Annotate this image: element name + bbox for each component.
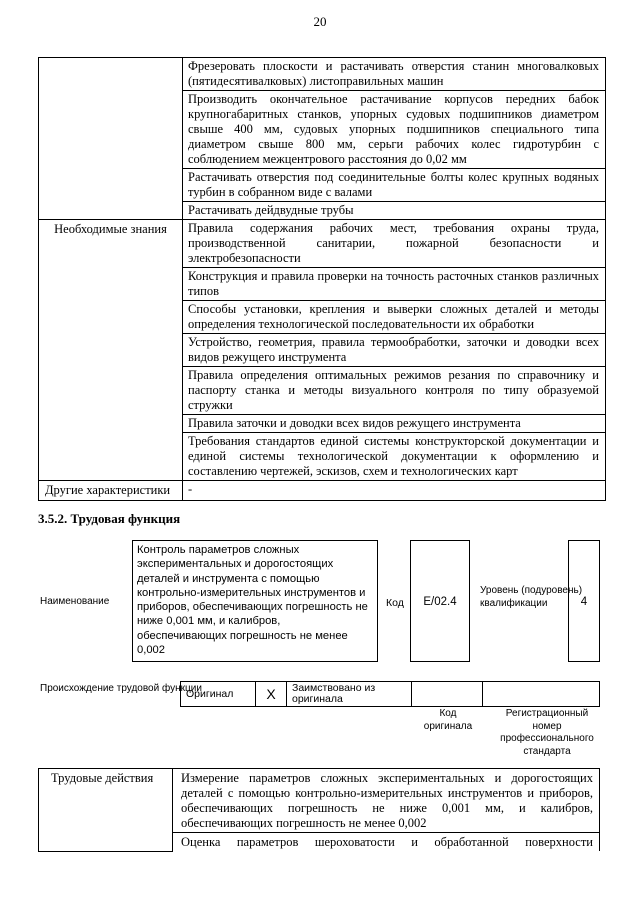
knowledge-row: Конструкция и правила проверки на точность расточных станков различных типов <box>183 268 606 301</box>
knowledge-row: Правила заточки и доводки всех видов режущего инструмента <box>183 415 606 433</box>
labor-actions-table <box>38 768 600 852</box>
knowledge-row: Правила содержания рабочих мест, требования охраны труда, производственной санитарии, пожарной безопасности и электробезопасности <box>183 220 606 268</box>
skill-row: Производить окончательное растачивание корпусов передних бабок крупногабаритных станков, упорных судовых подшипников диаметром свыше 400 мм, судовых упорных подшипников специального типа диаметром свыше 800 мм, серьги рабочих колес гидротурбин с соблюдением межцентрового расстояния до 0,02 мм <box>183 91 606 169</box>
qualification-level-box: 4 <box>568 540 600 662</box>
qualification-level-label: Уровень (подуровень) квалификации <box>480 585 583 609</box>
requirements-table <box>38 57 606 501</box>
origin-label: Происхождение трудовой функции <box>40 683 202 694</box>
function-name-box: Контроль параметров сложных экспериментальных и дорогостоящих деталей и инструмента с помощью контрольно-измерительных инструментов и приборов, обеспечивающих погрешность не ниже 0,001 мм, и калибров, обеспечивающих погрешность не менее 0,002 <box>132 540 378 662</box>
knowledge-row: Требования стандартов единой системы конструкторской документации и единой системы технологической документации к оформлению и составлению чертежей, эскизов, схем и технологических карт <box>183 433 606 481</box>
skill-row: Растачивать дейдвудные трубы <box>183 202 606 220</box>
original-code-cell <box>412 682 483 707</box>
knowledge-row: Способы установки, крепления и выверки сложных деталей и методы определения технологической последовательности их обработки <box>183 301 606 334</box>
origin-table <box>180 681 600 707</box>
registration-number-caption: Регистрационный номер профессионального стандарта <box>500 708 594 757</box>
name-label: Наименование <box>40 596 110 607</box>
skills-label-cell <box>39 58 183 220</box>
labor-action-row <box>173 833 600 852</box>
labor-actions-label: Трудовые действия <box>39 769 173 852</box>
skill-row: Растачивать отверстия под соединительные болты колес крупных водяных турбин в собранном виде с валами <box>183 169 606 202</box>
original-label: Оригинал <box>181 682 256 707</box>
other-characteristics-label: Другие характеристики <box>39 481 183 501</box>
knowledge-row: Устройство, геометрия, правила термообработки, заточки и доводки всех видов режущего инструмента <box>183 334 606 367</box>
other-characteristics-value: - <box>183 481 606 501</box>
skill-row: Фрезеровать плоскости и растачивать отверстия станин многовалковых (пятидесятивалковых) листоправильных машин <box>183 58 606 91</box>
labor-action-text: Оценка параметров шероховатости и обработанной поверхности <box>181 835 593 849</box>
page-number: 20 <box>313 14 327 29</box>
code-value-box: E/02.4 <box>410 540 470 662</box>
section-title: 3.5.2. Трудовая функция <box>38 511 181 526</box>
original-mark: X <box>256 682 287 707</box>
knowledge-label: Необходимые знания <box>39 220 183 481</box>
registration-number-cell <box>483 682 600 707</box>
labor-action-row: Измерение параметров сложных экспериментальных и дорогостоящих деталей с помощью контрольно-измерительных инструментов и приборов, обеспечивающих погрешность не ниже 0,001 мм, и калибров, обеспечивающих погрешность не менее 0,002 <box>173 769 600 833</box>
code-label: Код <box>386 597 404 609</box>
borrowed-label: Заимствовано из оригинала <box>287 682 412 707</box>
original-code-caption: Код оригинала <box>423 708 473 732</box>
knowledge-row: Правила определения оптимальных режимов резания по справочнику и паспорту станка и методы визуального контроля по типу образуемой стружки <box>183 367 606 415</box>
